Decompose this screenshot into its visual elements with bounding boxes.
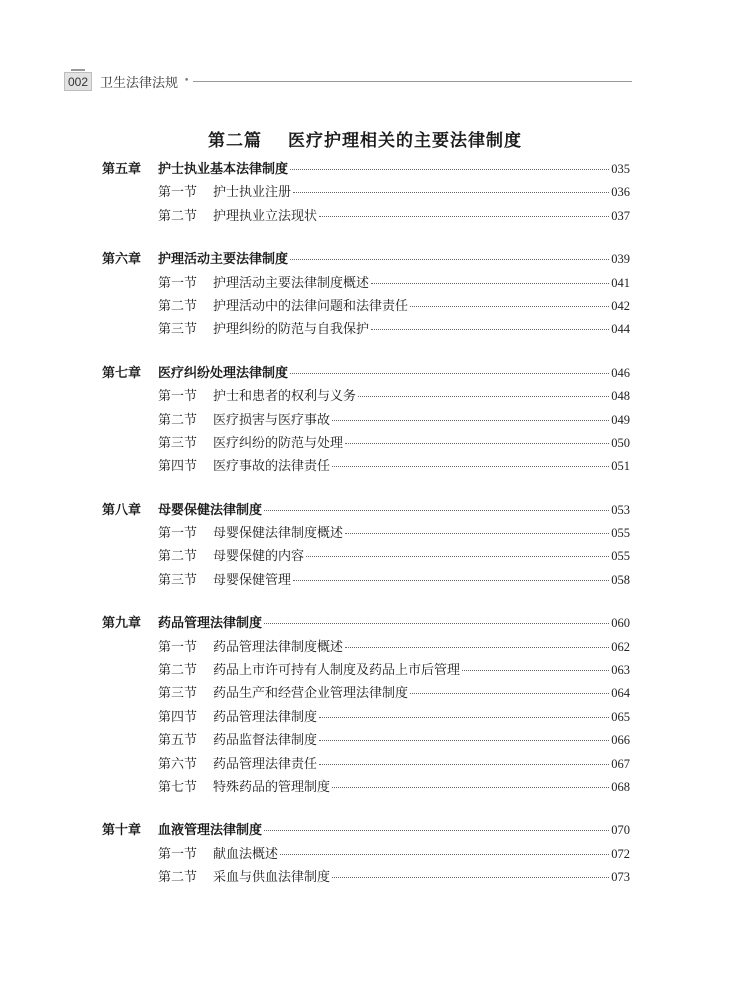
dot-leader: [306, 556, 609, 557]
section-entry[interactable]: [102, 385, 630, 408]
dot-leader: [371, 283, 609, 284]
section-label: 第三节: [158, 322, 198, 338]
chapter-entry[interactable]: [102, 158, 630, 181]
section-label: 第二节: [158, 298, 198, 314]
section-entry[interactable]: [102, 455, 630, 478]
chapter-block: [102, 362, 630, 479]
chapter-page-number: 070: [611, 823, 630, 838]
chapter-page-number: 046: [611, 365, 630, 380]
section-page-number: 048: [611, 389, 630, 404]
section-page-number: 063: [611, 663, 630, 678]
section-page-number: 050: [611, 435, 630, 450]
section-label: 第四节: [158, 709, 198, 725]
chapter-page-number: 035: [611, 162, 630, 176]
section-page-number: 058: [611, 572, 630, 587]
section-label: 第六节: [158, 756, 198, 772]
section-title: 医疗事故的法律责任: [213, 459, 331, 475]
chapter-title: 血液管理法律制度: [158, 823, 263, 839]
book-title: 卫生法律法规: [100, 75, 179, 91]
section-title: 护理活动主要法律制度概述: [213, 275, 370, 291]
section-title: 母婴保健的内容: [213, 549, 305, 565]
section-entry[interactable]: [102, 866, 630, 889]
chapter-entry[interactable]: [102, 248, 630, 271]
chapter-page-number: 039: [611, 252, 630, 267]
part-label: 第二篇: [208, 131, 262, 151]
section-entry[interactable]: [102, 659, 630, 682]
section-page-number: 042: [611, 298, 630, 313]
chapter-title: 药品管理法律制度: [158, 616, 263, 632]
section-label: 第一节: [158, 389, 198, 405]
dot-leader: [319, 216, 609, 217]
dot-leader: [332, 787, 609, 788]
chapter-entry[interactable]: [102, 819, 630, 842]
chapter-label: 第九章: [102, 616, 142, 632]
chapter-label: 第八章: [102, 502, 142, 518]
dot-leader: [371, 329, 609, 330]
dot-leader: [410, 693, 609, 694]
section-label: 第二节: [158, 663, 198, 679]
section-entry[interactable]: [102, 432, 630, 455]
section-label: 第一节: [158, 275, 198, 291]
section-page-number: 072: [611, 846, 630, 861]
section-label: 第一节: [158, 846, 198, 862]
section-entry[interactable]: [102, 753, 630, 776]
dot-leader: [290, 373, 609, 374]
chapter-entry[interactable]: [102, 499, 630, 522]
dot-leader: [280, 854, 609, 855]
dot-leader: [410, 306, 609, 307]
section-label: 第二节: [158, 549, 198, 565]
section-label: 第二节: [158, 208, 198, 224]
section-entry[interactable]: [102, 682, 630, 705]
section-entry[interactable]: [102, 181, 630, 204]
chapter-entry[interactable]: [102, 612, 630, 635]
dot-leader: [345, 647, 609, 648]
section-entry[interactable]: [102, 706, 630, 729]
dot-leader: [332, 420, 609, 421]
chapter-block: [102, 158, 630, 228]
dot-leader: [462, 670, 609, 671]
section-entry[interactable]: [102, 409, 630, 432]
chapter-entry[interactable]: [102, 362, 630, 385]
chapter-title: 医疗纠纷处理法律制度: [158, 365, 289, 381]
part-title: 医疗护理相关的主要法律制度: [288, 131, 522, 151]
chapter-block: [102, 612, 630, 799]
section-label: 第二节: [158, 870, 198, 886]
section-entry[interactable]: [102, 545, 630, 568]
section-label: 第二节: [158, 412, 198, 428]
section-page-number: 073: [611, 870, 630, 885]
section-page-number: 049: [611, 412, 630, 427]
section-entry[interactable]: [102, 729, 630, 752]
section-label: 第三节: [158, 686, 198, 702]
section-page-number: 051: [611, 459, 630, 474]
section-page-number: 062: [611, 639, 630, 654]
section-title: 护士和患者的权利与义务: [213, 389, 357, 405]
dot-leader: [319, 764, 609, 765]
dot-leader: [264, 623, 609, 624]
section-title: 母婴保健法律制度概述: [213, 526, 344, 542]
header-dot: •: [184, 76, 190, 86]
section-page-number: 036: [611, 185, 630, 200]
section-label: 第一节: [158, 526, 198, 542]
section-page-number: 068: [611, 779, 630, 794]
running-header: [64, 70, 632, 92]
chapter-page-number: 060: [611, 616, 630, 631]
section-title: 药品管理法律责任: [213, 756, 318, 772]
chapter-title: 母婴保健法律制度: [158, 502, 263, 518]
section-page-number: 067: [611, 756, 630, 771]
section-entry[interactable]: [102, 843, 630, 866]
table-of-contents: [102, 158, 630, 910]
dot-leader: [358, 396, 609, 397]
dot-leader: [293, 192, 609, 193]
section-label: 第一节: [158, 639, 198, 655]
section-title: 特殊药品的管理制度: [213, 779, 331, 795]
chapter-title: 护理活动主要法律制度: [158, 252, 289, 268]
section-title: 护理活动中的法律问题和法律责任: [213, 298, 409, 314]
section-entry[interactable]: [102, 636, 630, 659]
section-entry[interactable]: [102, 318, 630, 341]
section-title: 采血与供血法律制度: [213, 870, 331, 886]
section-title: 护理纠纷的防范与自我保护: [213, 322, 370, 338]
section-page-number: 044: [611, 322, 630, 337]
section-entry[interactable]: [102, 205, 630, 228]
header-rule: [193, 81, 632, 82]
section-title: 母婴保健管理: [213, 572, 292, 588]
section-title: 药品管理法律制度概述: [213, 639, 344, 655]
section-label: 第五节: [158, 733, 198, 749]
section-title: 药品上市许可持有人制度及药品上市后管理: [213, 663, 461, 679]
dot-leader: [345, 443, 609, 444]
section-title: 医疗纠纷的防范与处理: [213, 435, 344, 451]
section-page-number: 064: [611, 686, 630, 701]
dot-leader: [264, 830, 609, 831]
section-entry[interactable]: [102, 522, 630, 545]
dot-leader: [290, 169, 609, 170]
chapter-label: 第七章: [102, 365, 142, 381]
section-title: 医疗损害与医疗事故: [213, 412, 331, 428]
section-label: 第三节: [158, 572, 198, 588]
dot-leader: [264, 510, 609, 511]
section-page-number: 037: [611, 208, 630, 223]
part-heading: [0, 126, 730, 151]
dot-leader: [290, 259, 609, 260]
section-title: 护理执业立法现状: [213, 208, 318, 224]
section-label: 第三节: [158, 435, 198, 451]
dot-leader: [332, 877, 609, 878]
section-entry[interactable]: [102, 569, 630, 592]
section-title: 药品监督法律制度: [213, 733, 318, 749]
section-title: 护士执业注册: [213, 185, 292, 201]
section-entry[interactable]: [102, 776, 630, 799]
section-page-number: 041: [611, 275, 630, 290]
section-entry[interactable]: [102, 272, 630, 295]
chapter-label: 第五章: [102, 162, 142, 177]
section-entry[interactable]: [102, 295, 630, 318]
dot-leader: [319, 717, 609, 718]
chapter-label: 第六章: [102, 252, 142, 268]
chapter-block: [102, 819, 630, 889]
section-title: 药品管理法律制度: [213, 709, 318, 725]
section-page-number: 065: [611, 709, 630, 724]
chapter-label: 第十章: [102, 823, 142, 839]
section-page-number: 055: [611, 526, 630, 541]
section-label: 第一节: [158, 185, 198, 201]
dot-leader: [345, 533, 609, 534]
section-page-number: 055: [611, 549, 630, 564]
dot-leader: [332, 466, 609, 467]
section-label: 第四节: [158, 459, 198, 475]
dot-leader: [319, 740, 609, 741]
dot-leader: [293, 580, 609, 581]
chapter-title: 护士执业基本法律制度: [158, 162, 289, 177]
section-title: 献血法概述: [213, 846, 279, 862]
page-number: 002: [64, 72, 92, 91]
section-page-number: 066: [611, 733, 630, 748]
chapter-block: [102, 248, 630, 342]
section-title: 药品生产和经营企业管理法律制度: [213, 686, 409, 702]
chapter-block: [102, 499, 630, 593]
chapter-page-number: 053: [611, 502, 630, 517]
section-label: 第七节: [158, 779, 198, 795]
